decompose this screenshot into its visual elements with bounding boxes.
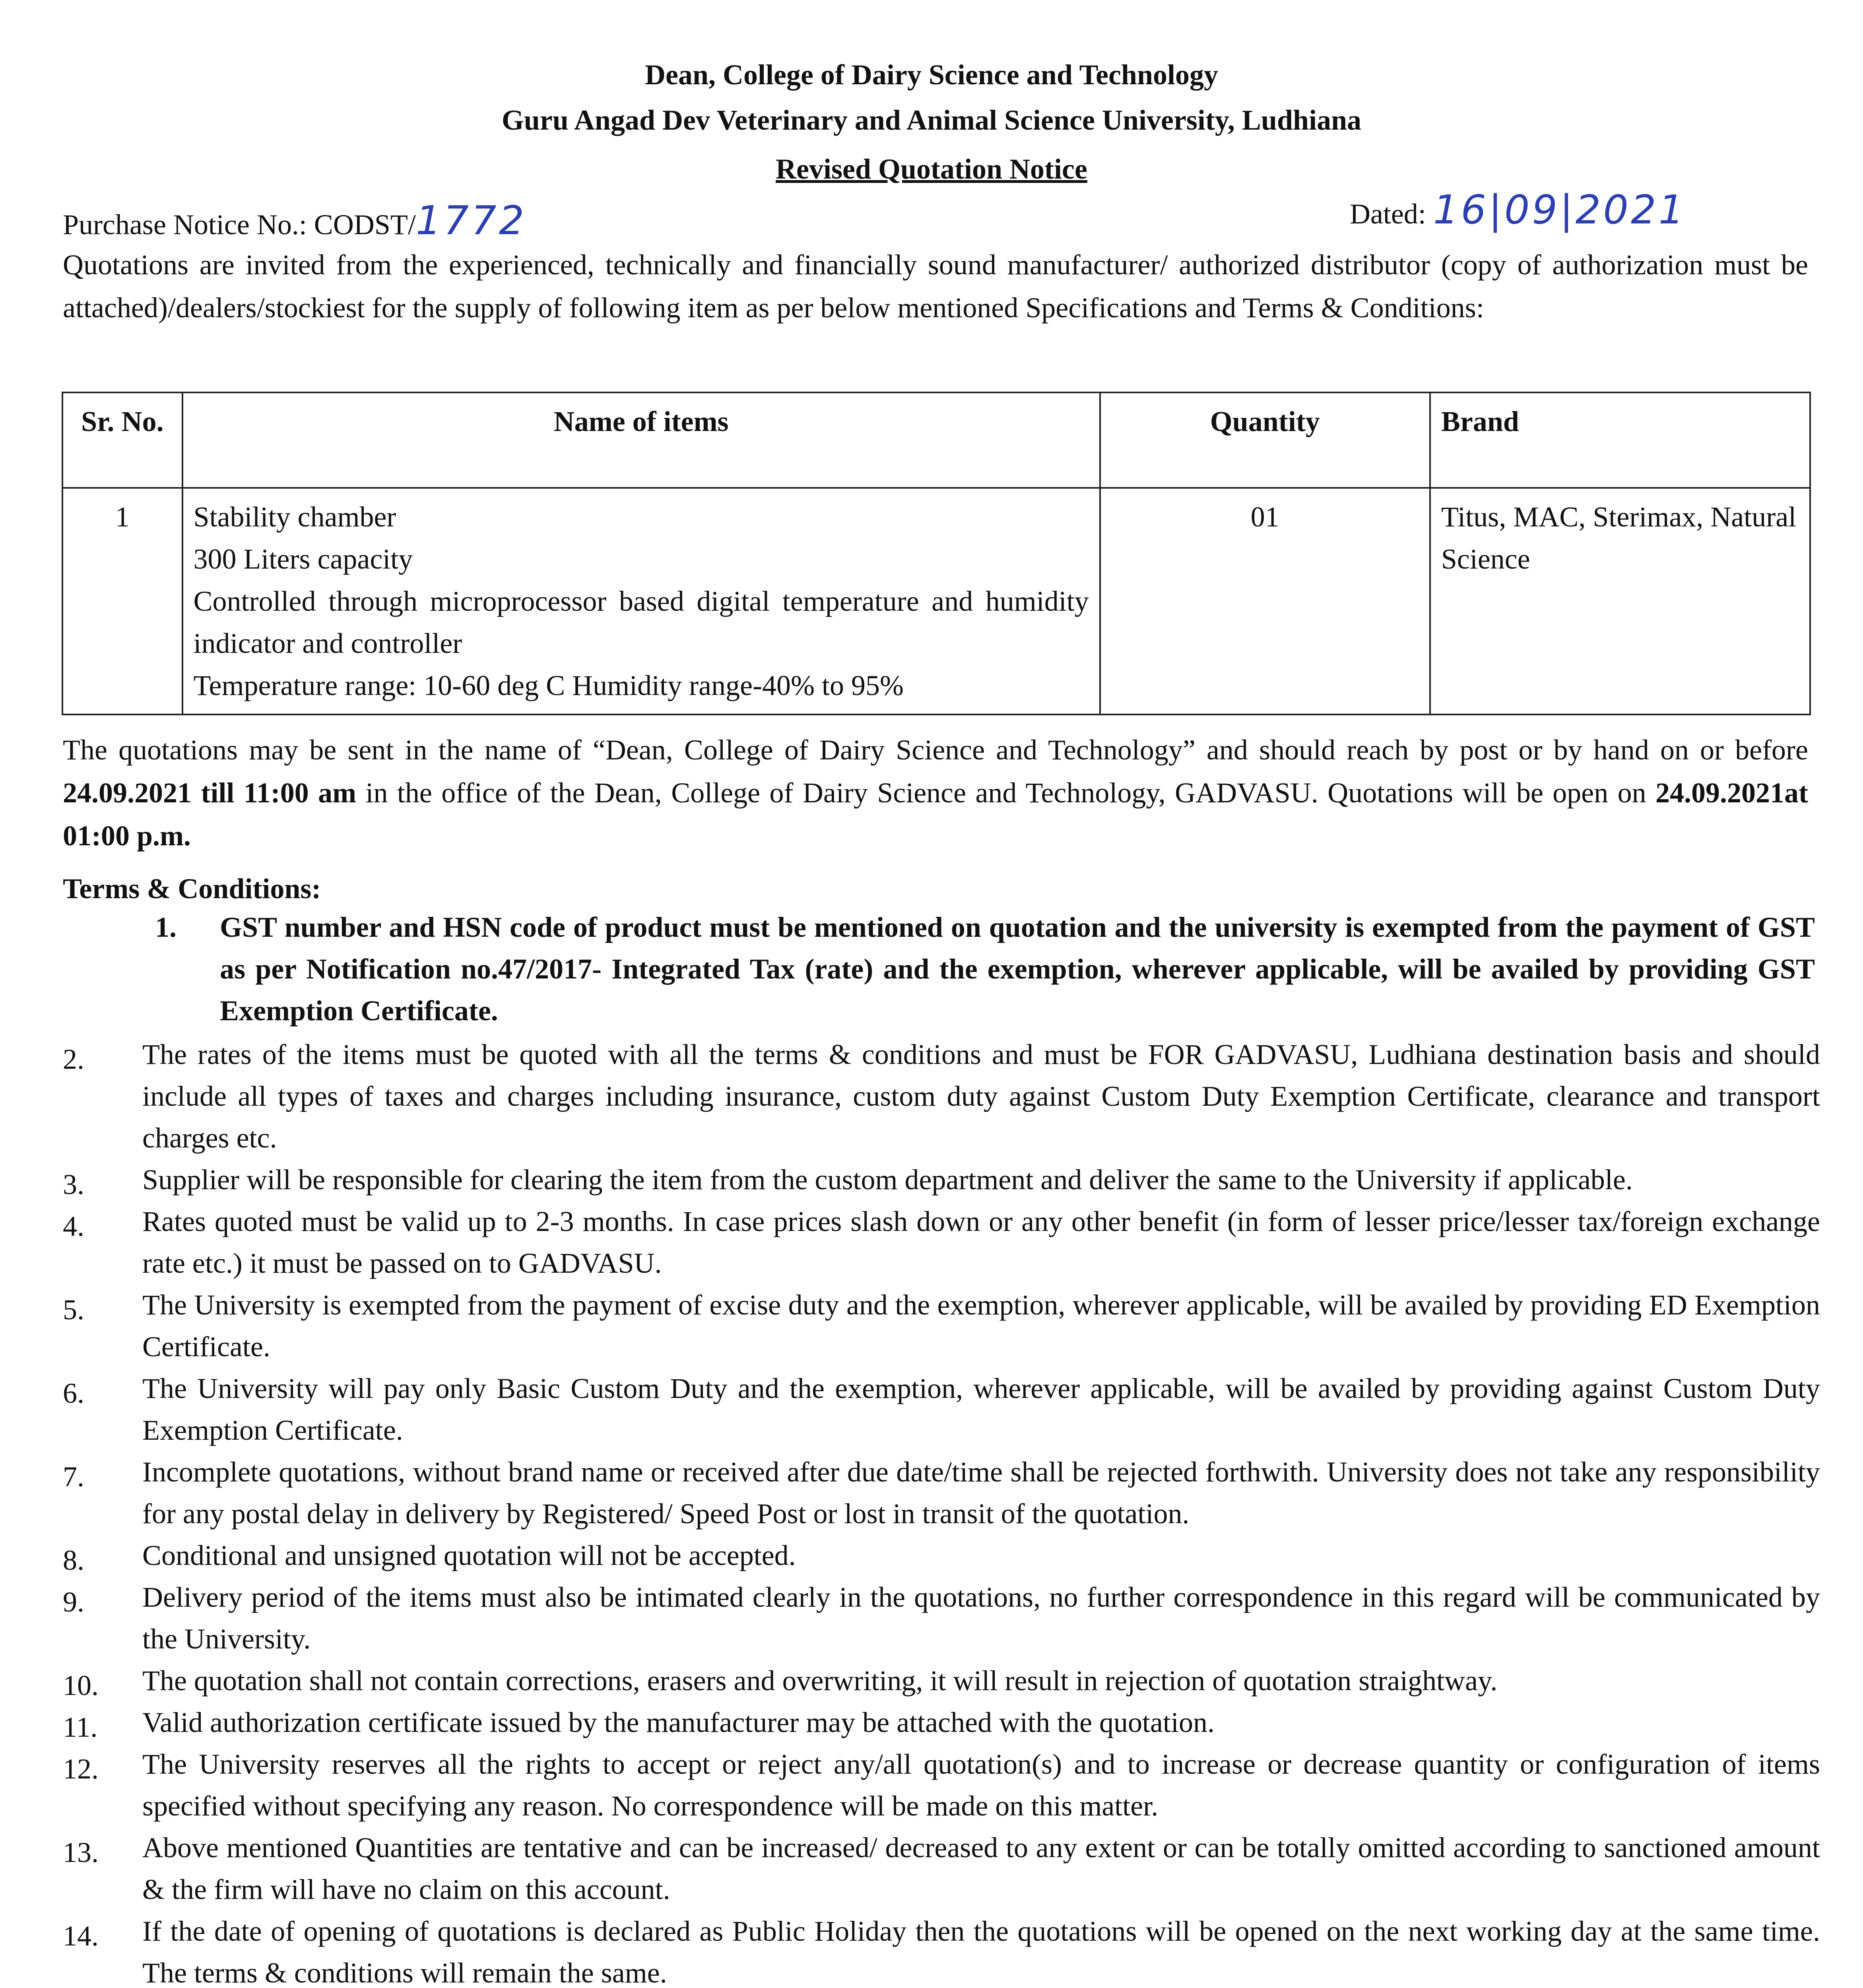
purchase-notice-number: [63, 197, 527, 244]
term-number: 1.: [155, 911, 177, 943]
submission-deadline: 24.09.2021 till 11:00 am: [63, 777, 357, 809]
term-item: [63, 1368, 1820, 1451]
item-name-line: Stability chamber: [193, 501, 396, 533]
term-item: [63, 1743, 1820, 1827]
term-text: The rates of the items must be quoted with all the terms & conditions and must be FOR GADVASU, Ludhiana destination basis and should include all types of taxes and charges including insurance, custom duty against Custom Duty Exemption Certificate, clearance and transport charges etc.: [142, 1039, 1820, 1154]
term-item: [63, 1535, 1820, 1576]
term-item: [63, 1159, 1820, 1201]
term-item: [63, 1201, 1820, 1284]
term-text: Valid authorization certificate issued by the manufacturer may be attached with the quotation.: [142, 1706, 1215, 1738]
intro-paragraph: Quotations are invited from the experienced, technically and financially sound manufacturer/ authorized distributor (copy of authorization must be attached)/dealers/stockiest for the supply of following item as per below mentioned Specifications and Terms & Conditions:: [63, 249, 1808, 324]
term-number: 6.: [63, 1377, 84, 1409]
term-text: The quotation shall not contain corrections, erasers and overwriting, it will result in rejection of quotation straightway.: [142, 1665, 1498, 1697]
term-text: Above mentioned Quantities are tentative and can be increased/ decreased to any extent or can be totally omitted according to sanctioned amount & the firm will have no claim on this account.: [142, 1832, 1820, 1905]
term-number: 11.: [63, 1711, 98, 1743]
notice-date: [1350, 186, 1686, 234]
term-item-1: [157, 907, 1815, 1032]
term-text: Conditional and unsigned quotation will not be accepted.: [142, 1540, 796, 1571]
header-dean-line: Dean, College of Dairy Science and Technology: [645, 59, 1218, 91]
term-text: Delivery period of the items must also be intimated clearly in the quotations, no further correspondence in this regard will be communicated by the University.: [142, 1581, 1820, 1655]
notice-title: Revised Quotation Notice: [776, 153, 1087, 185]
col-header-quantity: Quantity: [1100, 392, 1430, 488]
cell-quantity: 01: [1100, 488, 1430, 714]
term-number: 4.: [63, 1210, 84, 1242]
term-number: 14.: [63, 1920, 99, 1952]
term-number: 9.: [63, 1586, 84, 1618]
submission-text-1: The quotations may be sent in the name of “Dean, College of Dairy Science and Technology” and should reach by post or by hand on or before: [63, 734, 1808, 766]
table-header-row: [62, 392, 1810, 488]
col-header-sr-no: Sr. No.: [62, 392, 182, 488]
item-control-line: Controlled through microprocessor based digital temperature and humidity indicator and controller: [193, 585, 1089, 659]
items-table: [62, 392, 1811, 715]
item-range-line: Temperature range: 10-60 deg C Humidity range-40% to 95%: [193, 670, 904, 701]
term-number: 3.: [63, 1169, 84, 1200]
header-university-line: Guru Angad Dev Veterinary and Animal Science University, Ludhiana: [501, 104, 1362, 136]
term-text: If the date of opening of quotations is declared as Public Holiday then the quotations will be opened on the next working day at the same time. The terms & conditions will remain the same.: [142, 1915, 1820, 1988]
term-number: 13.: [63, 1837, 99, 1868]
term-text: GST number and HSN code of product must be mentioned on quotation and the university is exempted from the payment of GST as per Notification no.47/2017- Integrated Tax (rate) and the exemption, wherever applicable, will be availed by providing GST Exemption Certificate.: [220, 911, 1815, 1027]
dated-label: Dated:: [1350, 198, 1426, 230]
purchase-notice-label: Purchase Notice No.: CODST/: [63, 209, 416, 241]
cell-sr: 1: [62, 488, 182, 714]
term-item: [63, 1702, 1820, 1743]
term-number: 10.: [63, 1670, 99, 1701]
cell-brand: Titus, MAC, Sterimax, Natural Science: [1430, 488, 1810, 714]
term-text: The University reserves all the rights to accept or reject any/all quotation(s) and to increase or decrease quantity or configuration of items specified without specifying any reason. No correspondence will be made on this matter.: [142, 1748, 1820, 1822]
col-header-name: Name of items: [182, 392, 1100, 488]
submission-text-2: in the office of the Dean, College of Dairy Science and Technology, GADVASU. Quotations will be open on: [356, 777, 1656, 809]
term-item: [63, 1034, 1820, 1159]
table-row: [62, 488, 1810, 714]
term-text: Rates quoted must be valid up to 2-3 months. In case prices slash down or any other benefit (in form of lesser price/lesser tax/foreign exchange rate etc.) it must be passed on to GADVASU.: [142, 1206, 1820, 1279]
term-number: 5.: [63, 1294, 84, 1326]
term-text: The University is exempted from the payment of excise duty and the exemption, wherever applicable, will be availed by providing ED Exemption Certificate.: [142, 1289, 1820, 1363]
term-text: Incomplete quotations, without brand name or received after due date/time shall be rejected forthwith. University does not take any responsibility for any postal delay in delivery by Registered/ Speed Post or lost in transit of the quotation.: [142, 1456, 1820, 1530]
term-item: [63, 1451, 1820, 1535]
term-item: [63, 1576, 1820, 1660]
terms-list: [63, 1034, 1820, 1988]
term-item: [63, 1827, 1820, 1910]
cell-item-name: [182, 488, 1100, 714]
terms-heading: Terms & Conditions:: [63, 873, 321, 905]
term-item: [63, 1660, 1820, 1702]
term-number: 12.: [63, 1753, 99, 1785]
term-number: 8.: [63, 1544, 84, 1576]
col-header-brand: Brand: [1430, 392, 1810, 488]
dated-value-handwritten: 16|09|2021: [1433, 186, 1686, 233]
term-item: [63, 1910, 1820, 1988]
opening-time: 24.09.2021at 01:00 p.m.: [63, 777, 1809, 852]
term-number: 2.: [63, 1043, 84, 1075]
term-text: Supplier will be responsible for clearing the item from the custom department and deliver the same to the University if applicable.: [142, 1164, 1633, 1196]
item-capacity-line: 300 Liters capacity: [193, 543, 413, 575]
term-text: The University will pay only Basic Custom Duty and the exemption, wherever applicable, will be availed by providing against Custom Duty Exemption Certificate.: [142, 1373, 1820, 1446]
submission-paragraph: [63, 728, 1808, 857]
purchase-number-handwritten: 1772: [415, 197, 527, 244]
term-item: [63, 1284, 1820, 1368]
term-number: 7.: [63, 1461, 84, 1493]
